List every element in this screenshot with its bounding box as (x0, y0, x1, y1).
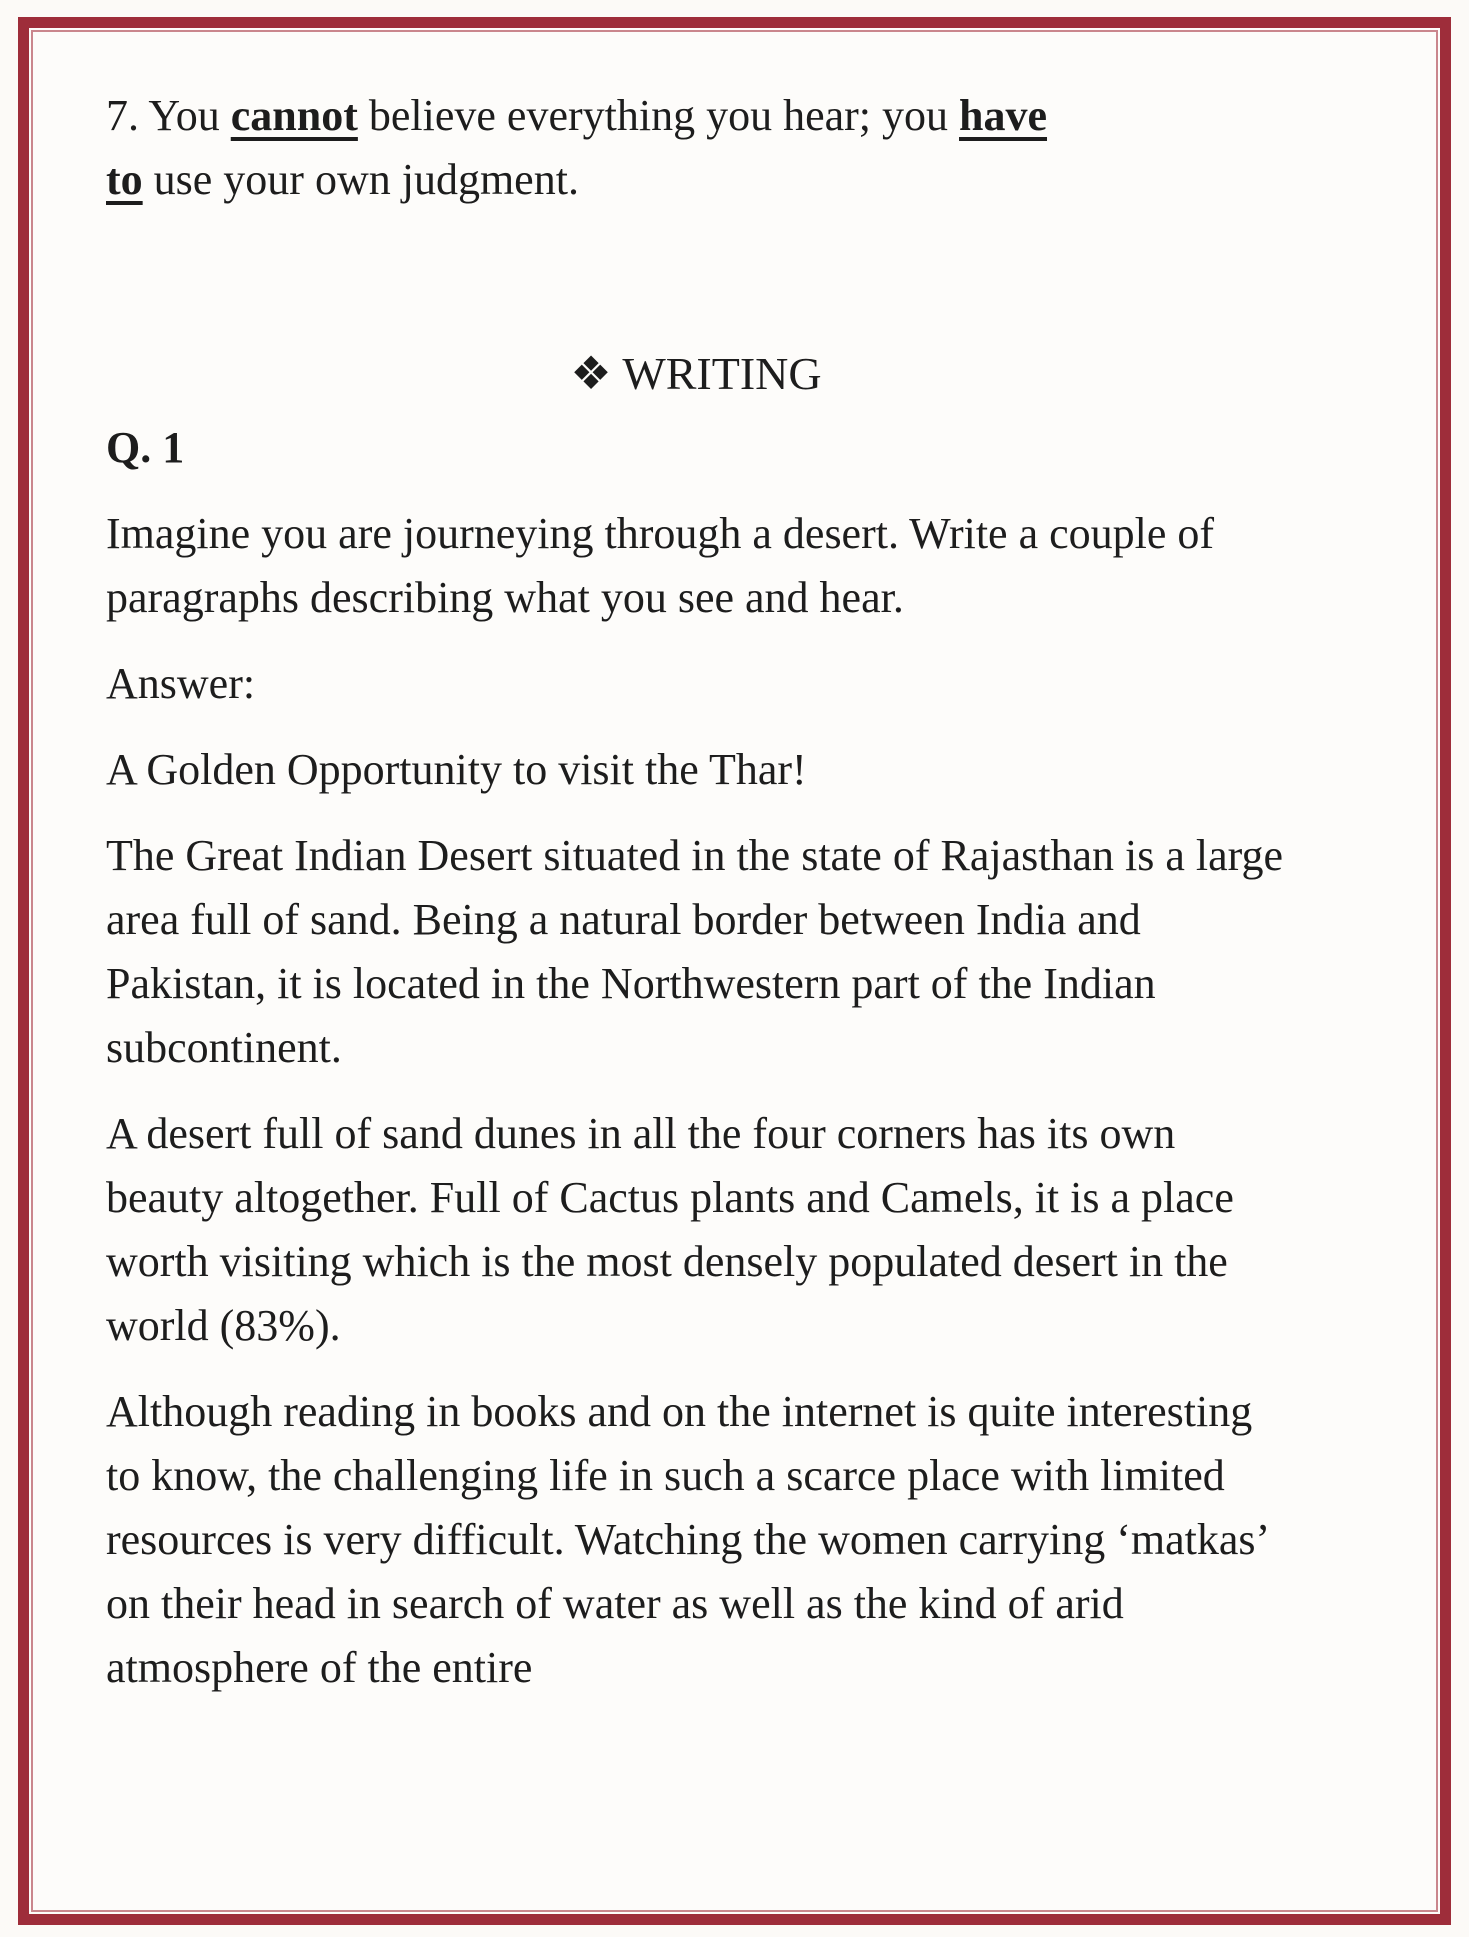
point-7-emphasis-cannot: cannot (230, 91, 358, 140)
point-7-emphasis-to: to (106, 155, 143, 204)
point-7-emphasis-have: have (959, 91, 1048, 140)
answer-paragraph: A desert full of sand dunes in all the four corners has its own beauty altogether. Full of Cactus plants and Camels, it is a place worth visiting which is the most densely populated desert in the world (83%). (106, 1109, 1234, 1350)
question-prompt: Imagine you are journeying through a desert. Write a couple of paragraphs describing what you see and hear. (106, 509, 1215, 622)
four-diamond-icon: ❖ (570, 348, 612, 399)
section-title: WRITING (622, 348, 822, 399)
point-7-segment: use your own judgment. (142, 155, 579, 204)
point-7-segment: 7. You (106, 91, 231, 140)
numbered-point-7 (106, 84, 1286, 212)
section-heading (106, 342, 1286, 406)
answer-title: A Golden Opportunity to visit the Thar! (106, 745, 807, 794)
answer-paragraph: The Great Indian Desert situated in the state of Rajasthan is a large area full of sand. Being a natural border between India and Pakistan, it is located in the Northwestern part of the Indian subcontinent. (106, 831, 1283, 1072)
answer-label: Answer: (106, 659, 256, 708)
question-label: Q. 1 (106, 423, 185, 472)
point-7-segment: believe everything you hear; you (357, 91, 960, 140)
document-text (106, 84, 1286, 1700)
answer-paragraph: Although reading in books and on the internet is quite interesting to know, the challenging life in such a scarce place with limited resources is very difficult. Watching the women carrying ‘matkas’ on their head in search of water as well as the kind of arid atmosphere of the entire (106, 1387, 1267, 1692)
